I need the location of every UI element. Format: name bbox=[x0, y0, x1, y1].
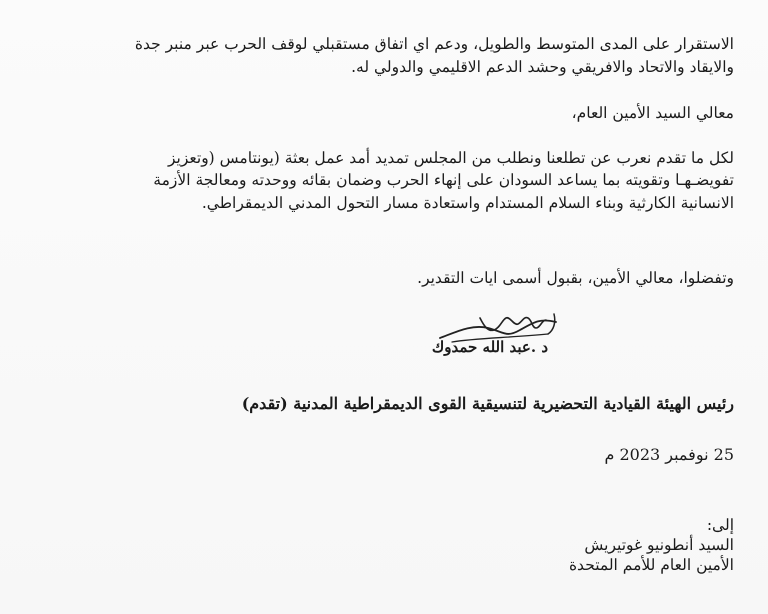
para2-line-2: تفويضـهـا وتقويته بما يساعد السودان على إنهاء الحرب وضمان بقائه ووحدته ومعالجة الأزمة bbox=[153, 171, 734, 189]
recipient-position: الأمين العام للأمم المتحدة bbox=[568, 556, 734, 574]
para1-line-1: الاستقرار على المدى المتوسط والطويل، ودعم اي اتفاق مستقبلي لوقف الحرب عبر منبر جدة bbox=[134, 35, 734, 53]
recipient-name: السيد أنطونيو غوتيريش bbox=[584, 536, 734, 554]
closing-line: وتفضلوا، معالي الأمين، بقبول أسمى ايات التقدير. bbox=[417, 269, 734, 287]
signer-title: رئيس الهيئة القيادية التحضيرية لتنسيقية القوى الديمقراطية المدنية (تقدم) bbox=[241, 394, 734, 413]
para1-line-2: والايقاد والاتحاد والافريقي وحشد الدعم الاقليمي والدولي له. bbox=[351, 58, 734, 76]
recipient-label: إلى: bbox=[706, 516, 734, 534]
letter-date: 25 نوفمبر 2023 م bbox=[604, 445, 734, 464]
signer-name: د .عبد الله حمدوك bbox=[431, 338, 548, 356]
para2-line-1: لكل ما تقدم نعرب عن تطلعنا ونطلب من المجلس تمديد أمد عمل بعثة (يونتامس (وتعزيز bbox=[167, 149, 734, 167]
para2-line-3: الانسانية الكارثية وبناء السلام المستدام واستعادة مسار التحول المدني الديمقراطي. bbox=[201, 194, 734, 212]
salutation: معالي السيد الأمين العام، bbox=[571, 104, 734, 122]
